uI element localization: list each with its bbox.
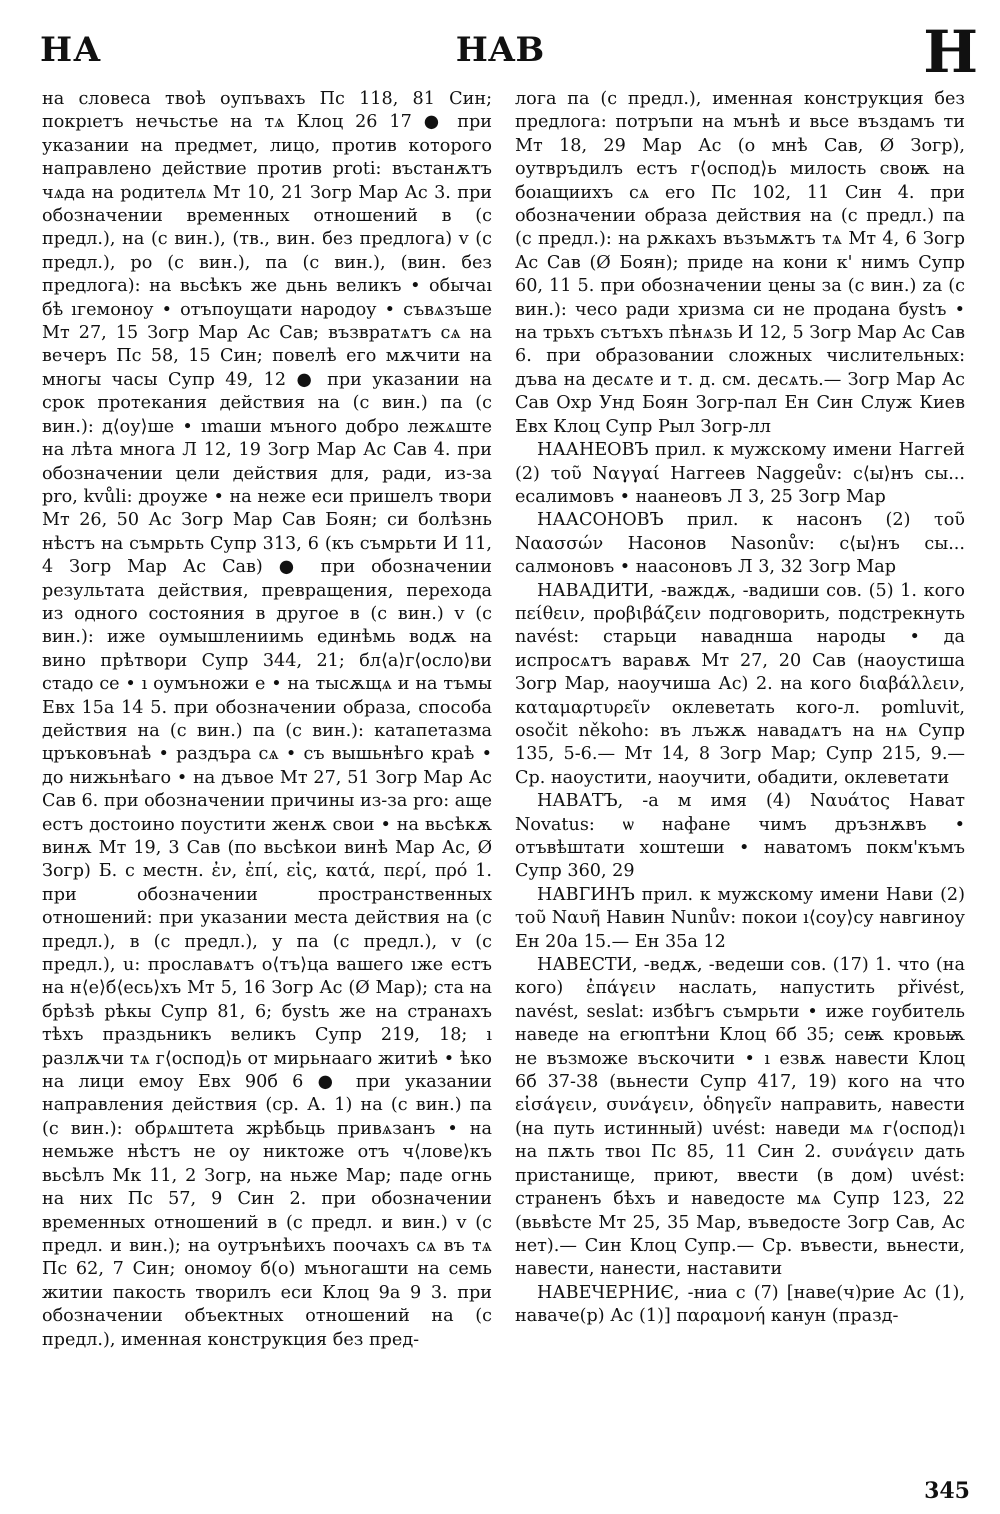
- entry-navaditi: НАВАДИТИ, -важдѫ, -вадиши сов. (5) 1. кого πείθειν, προβιβάζειν подговорить, подстрекнуть navést: старьци наваднша народы • да испросѧтъ варавѫ Мт 27, 20 Сав (наоустиша Зогр Мар, наоучиша Ас) 2. на кого διαβάλλειν, καταμαρτυρεῖν оклеветать кого-л. pomluvit, osočit někoho: въ лъжѫ навадѧтъ на нѧ Супр 135, 5-6.— Мт 14, 8 Зогр Мар; Супр 215, 9.— Ср. наоустити, наоучити, обадити, оклеветати: [515, 580, 965, 788]
- entry-paragraph: лога па (с предл.), именная конструкция без предлога: потръпи на мънѣ и вьсе въздамъ ти Мт 18, 29 Мар Ас (о мнѣ Сав, Ø Зогр), оутвръдилъ естъ г⟨оспод⟩ь милость своѭ на боıащиихъ сѧ его Пс 102, 11 Син 4. при обозначении образа действия на (с предл.) па (с предл.): на рѫкахъ възъмѫтъ тѧ Мт 4, 6 Зогр Ас Сав (Ø Боян); приде на кони к' нимъ Супр 60, 11 5. при обозначении цены за (с вин.) za (с вин.): чесо ради хризма си не продана бystъ • на трьхъ сътъхъ пѣнѧзь И 12, 5 Зогр Мар Ас Сав 6. при образовании сложных числительных: дъва на десѧте и т. д. см. десѧть.— Зогр Мар Ас Сав Охр Унд Боян Зогр-пал Ен Син Служ Киев Евх Клоц Супр Рыл Зогр-лл: [515, 89, 965, 437]
- entry-navecherie: НАВЕЧЕРНИЄ, -ниа с (7) [наве(ч)рие Ас (1), наваче(р) Ас (1)] παραμονή канун (празд-: [515, 1282, 965, 1327]
- left-column: [42, 88, 492, 1438]
- entry-navat: НАВАТЪ, -а м имя (4) Ναυάτος Нават Novatus: ѡ нафане чимъ дръзнѫвъ • отъвѣштати хоштеши • наватомъ покм'къмъ Супр 360, 29: [515, 791, 965, 882]
- entry-naaneov: НААНЕОВЪ прил. к мужскому имени Наггей (2) τοῦ Ναγγαί Наггеев Naggeův: с⟨ы⟩нъ сы... есалимовъ • наанеовъ Л 3, 25 Зогр Мар: [515, 440, 965, 507]
- entry-navesti: НАВЕСТИ, -ведѫ, -ведеши сов. (17) 1. что (на кого) ἐπάγειν наслать, напустить přivést, navést, seslat: избѣгъ съмрьти • иже гоубитель наведе на егюптѣни Клоц 6б 35; сеѭ кровьѭ не възможе въскочити • ı езвѫ навести Клоц 6б 37-38 (вьнести Супр 417, 19) кого на что εἰσάγειν, συνάγειν, ὁδηγεῖν направить, навести (на путь истинный) uvést: наведи мѧ г⟨оспод⟩ı на пѫть твоı Пс 85, 11 Син 2. συνάγειν дать пристанище, приют, ввести (в дом) uvést: страненъ бѣхъ и наведосте мѧ Супр 123, 22 (вьвѣсте Мт 25, 35 Мар, въведосте Зогр Сав, Ас нет).— Син Клоц Супр.— Ср. въвести, вьнести, навести, нанести, наставити: [515, 955, 965, 1280]
- entry-paragraph: на словеса твоѣ оупъвахъ Пс 118, 81 Син; покрıетъ нечьстье на тѧ Клоц 26 17 ● при указании на предмет, лицо, против которого направлено действие против proti: въстанѫтъ чѧда на родителѧ Мт 10, 21 Зогр Мар Ас 3. при обозначении временных отношений в (с предл.), на (с вин.), (тв., вин. без предлога) v (с предл.), ро (с вин.), па (с вин.), (вин. без предлога): на вьсѣкъ же дьнь великъ • обычаı бѣ ıгемоноу • отъпоущати народоу • съвѧзъше Мт 27, 15 Зогр Мар Ас Сав; възвратѧтъ сѧ на вечеръ Пс 58, 15 Син; повелѣ его мѫчити на многы часы Супр 49, 12 ● при указании на срок протекания действия на (с вин.) па (с вин.): д⟨оу⟩ше • ımаши мъного добро лежѧште на лѣта многа Л 12, 19 Зогр Мар Ас Сав 4. при обозначении цели действия для, ради, из-за pro, kvůli: дроуже • на неже еси пришелъ твори Мт 26, 50 Ас Зогр Мар Сав Боян; си болѣзнь нѣстъ на съмрьть Супр 313, 6 (къ съмрьти И 11, 4 Зогр Мар Ас Сав) ● при обозначении результата действия, превращения, перехода из одного состояния в другое в (с вин.) v (с вин.): иже оумышлениимь единѣмь водѫ на вино прѣтвори Супр 344, 21; бл⟨а⟩г⟨осло⟩ви стадо се • ı оумъножи е • на тысѫщѧ и на тъмы Евх 15а 14 5. при обозначении образа, способа действия на (с вин.) па (с вин.): катапетазма цръковънаѣ • раздъра сѧ • съ вышьнѣго краѣ • до нижьнѣаго • на дъвое Мт 27, 51 Зогр Мар Ас Сав 6. при обозначении причины из-за pro: аще естъ достоино поустити женѫ свои • на вьсѣкѫ винѫ Мт 19, 3 Сав (по вьсѣкои винѣ Мар Ас, Ø Зогр) Б. с местн. ἐν, ἐπί, εἰς, κατά, περί, πρό 1. при обозначении пространственных отношений: при указании места действия на (с предл.), в (с предл.), у па (с предл.), v (с предл.), u: прославѧтъ о⟨тъ⟩ца вашего ıже естъ на н⟨е⟩б⟨есь⟩хъ Мт 5, 16 Зогр Ас (Ø Мар); ста на брѣзѣ рѣкы Супр 81, 6; бystъ же на странахъ тѣхъ праздьникъ великъ Супр 219, 18; ı разлѫчи тѧ г⟨оспод⟩ь от мирьнааго житиѣ • ѣко на лици емоу Евх 90б 6 ● при указании направления действия (ср. А. 1) на (с вин.) па (с вин.): обрѧштета жрѣбьць привѧзанъ • на немьже нѣстъ не оу никтоже отъ ч⟨лове⟩къ вьсѣлъ Мк 11, 2 Зогр, на ньже Мар; паде огнь на них Пс 57, 9 Син 2. при обозначении временных отношений в (с предл. и вин.) v (с предл. и вин.); на оутрънѣихъ поочахъ сѧ въ тѧ Пс 62, 7 Син; ономоу б(о) мъногашти на семь житии пакость творилъ еси Клоц 9а 9 3. при обозначении объектных отношений на (с предл.), именная конструкция без пред-: [42, 89, 492, 1350]
- right-column: [515, 88, 965, 1438]
- running-head-center: НАВ: [455, 30, 545, 70]
- section-letter: Н: [923, 18, 978, 86]
- page-header: [0, 0, 1000, 90]
- entry-navgin: НАВГИНЪ прил. к мужскому имени Нави (2) τοῦ Ναυῆ Навин Nunův: покои ı⟨соу⟩су навгиноу Ен 20а 15.— Ен 35а 12: [515, 884, 965, 952]
- running-head-left: НА: [40, 30, 102, 70]
- entry-naasonov: НААСОНОВЪ прил. к насонъ (2) τοῦ Ναασσών Насонов Nasonův: с⟨ы⟩нъ сы... салмоновъ • наасоновъ Л 3, 32 Зогр Мар: [515, 510, 965, 578]
- page-number: 345: [924, 1478, 970, 1504]
